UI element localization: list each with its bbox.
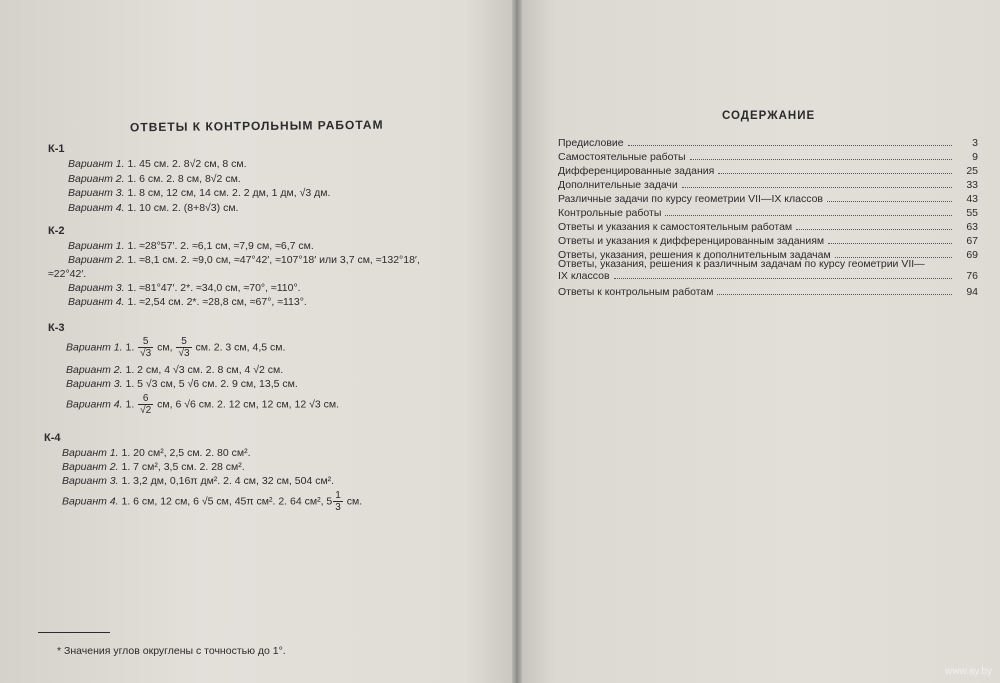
toc-item-multiline: Ответы, указания, решения к различным задачам по курсу геометрии VII— IX классов 76	[558, 258, 978, 282]
k2-variant-1: Вариант 1. 1. ≈28°57′. 2. ≈6,1 см, ≈7,9 см, ≈6,7 см.	[68, 240, 314, 252]
k4-variant-3: Вариант 3. 1. 3,2 дм, 0,16π дм². 2. 4 см, 32 см, 504 см².	[62, 475, 335, 487]
section-k1-label: К-1	[48, 143, 65, 155]
k4-variant-4: Вариант 4. 1. 6 см, 12 см, 6 √5 см, 45π см². 2. 64 см², 5 $\frac{1}{3}$ см.	[62, 490, 363, 513]
k3-variant-3: Вариант 3. 1. 5 √3 см, 5 √6 см. 2. 9 см, 13,5 см.	[66, 378, 298, 390]
k4-variant-2: Вариант 2. 1. 7 см², 3,5 см. 2. 28 см².	[62, 461, 245, 473]
toc-item: Ответы и указания к самостоятельным работам 63	[558, 221, 978, 233]
fraction: $\frac{5}{√3}$	[140, 336, 152, 359]
k1-variant-3: Вариант 3. 1. 8 см, 12 см, 14 см. 2. 2 дм, 1 дм, √3 дм.	[68, 187, 331, 199]
k3-variant-1: Вариант 1. 1. $\frac{5}{√3}$ см, $\frac{5}{√3}$ см. 2. 3 см, 4,5 см.	[66, 336, 286, 359]
toc-item: Дифференцированные задания 25	[558, 165, 978, 177]
answers-title: ОТВЕТЫ К КОНТРОЛЬНЫМ РАБОТАМ	[129, 117, 384, 135]
footnote: * Значения углов округлены с точностью до 1°.	[57, 645, 286, 657]
k3-variant-4: Вариант 4. 1. $\frac{6}{√2}$ см, 6 √6 см. 2. 12 см, 12 см, 12 √3 см.	[66, 393, 340, 416]
fraction: $\frac{1}{3}$	[335, 490, 341, 513]
k2-variant-2-cont: ≈22°42′.	[48, 268, 87, 280]
k1-variant-1: Вариант 1. 1. 45 см. 2. 8√2 см, 8 см.	[68, 158, 247, 170]
toc-item: Ответы к контрольным работам 94	[558, 286, 978, 298]
k1-variant-4: Вариант 4. 1. 10 см. 2. (8+8√3) см.	[68, 202, 239, 214]
section-k3-label: К-3	[48, 322, 65, 334]
book-gutter	[512, 0, 522, 683]
toc-item: Ответы и указания к дифференцированным заданиям 67	[558, 235, 978, 247]
toc-item: Предисловие 3	[558, 137, 978, 149]
footnote-rule	[38, 632, 110, 633]
fraction: $\frac{6}{√2}$	[140, 393, 152, 416]
watermark: www.ay.by	[944, 666, 992, 677]
toc-item: Различные задачи по курсу геометрии VII—IX классов 43	[558, 193, 978, 205]
right-page	[516, 0, 1000, 683]
k2-variant-4: Вариант 4. 1. ≈2,54 см. 2*. ≈28,8 см, ≈67°, ≈113°.	[68, 296, 307, 308]
toc-item: Контрольные работы 55	[558, 207, 978, 219]
toc-item: Самостоятельные работы 9	[558, 151, 978, 163]
k2-variant-2: Вариант 2. 1. ≈8,1 см. 2. ≈9,0 см, ≈47°42′, ≈107°18′ или 3,7 см, ≈132°18′,	[68, 254, 420, 266]
k4-variant-1: Вариант 1. 1. 20 см², 2,5 см. 2. 80 см².	[62, 447, 251, 459]
section-k2-label: К-2	[48, 225, 65, 237]
section-k4-label: К-4	[44, 432, 61, 444]
k1-variant-2: Вариант 2. 1. 6 см. 2. 8 см, 8√2 см.	[68, 173, 241, 185]
fraction: $\frac{5}{√3}$	[178, 336, 190, 359]
k2-variant-3: Вариант 3. 1. ≈81°47′. 2*. ≈34,0 см, ≈70°, ≈110°.	[68, 282, 301, 294]
toc-item: Ответы, указания, решения к дополнительным задачам 69	[558, 249, 978, 261]
contents-title: СОДЕРЖАНИЕ	[722, 110, 816, 122]
k3-variant-2: Вариант 2. 1. 2 см, 4 √3 см. 2. 8 см, 4 √2 см.	[66, 364, 284, 376]
toc-item: Дополнительные задачи 33	[558, 179, 978, 191]
